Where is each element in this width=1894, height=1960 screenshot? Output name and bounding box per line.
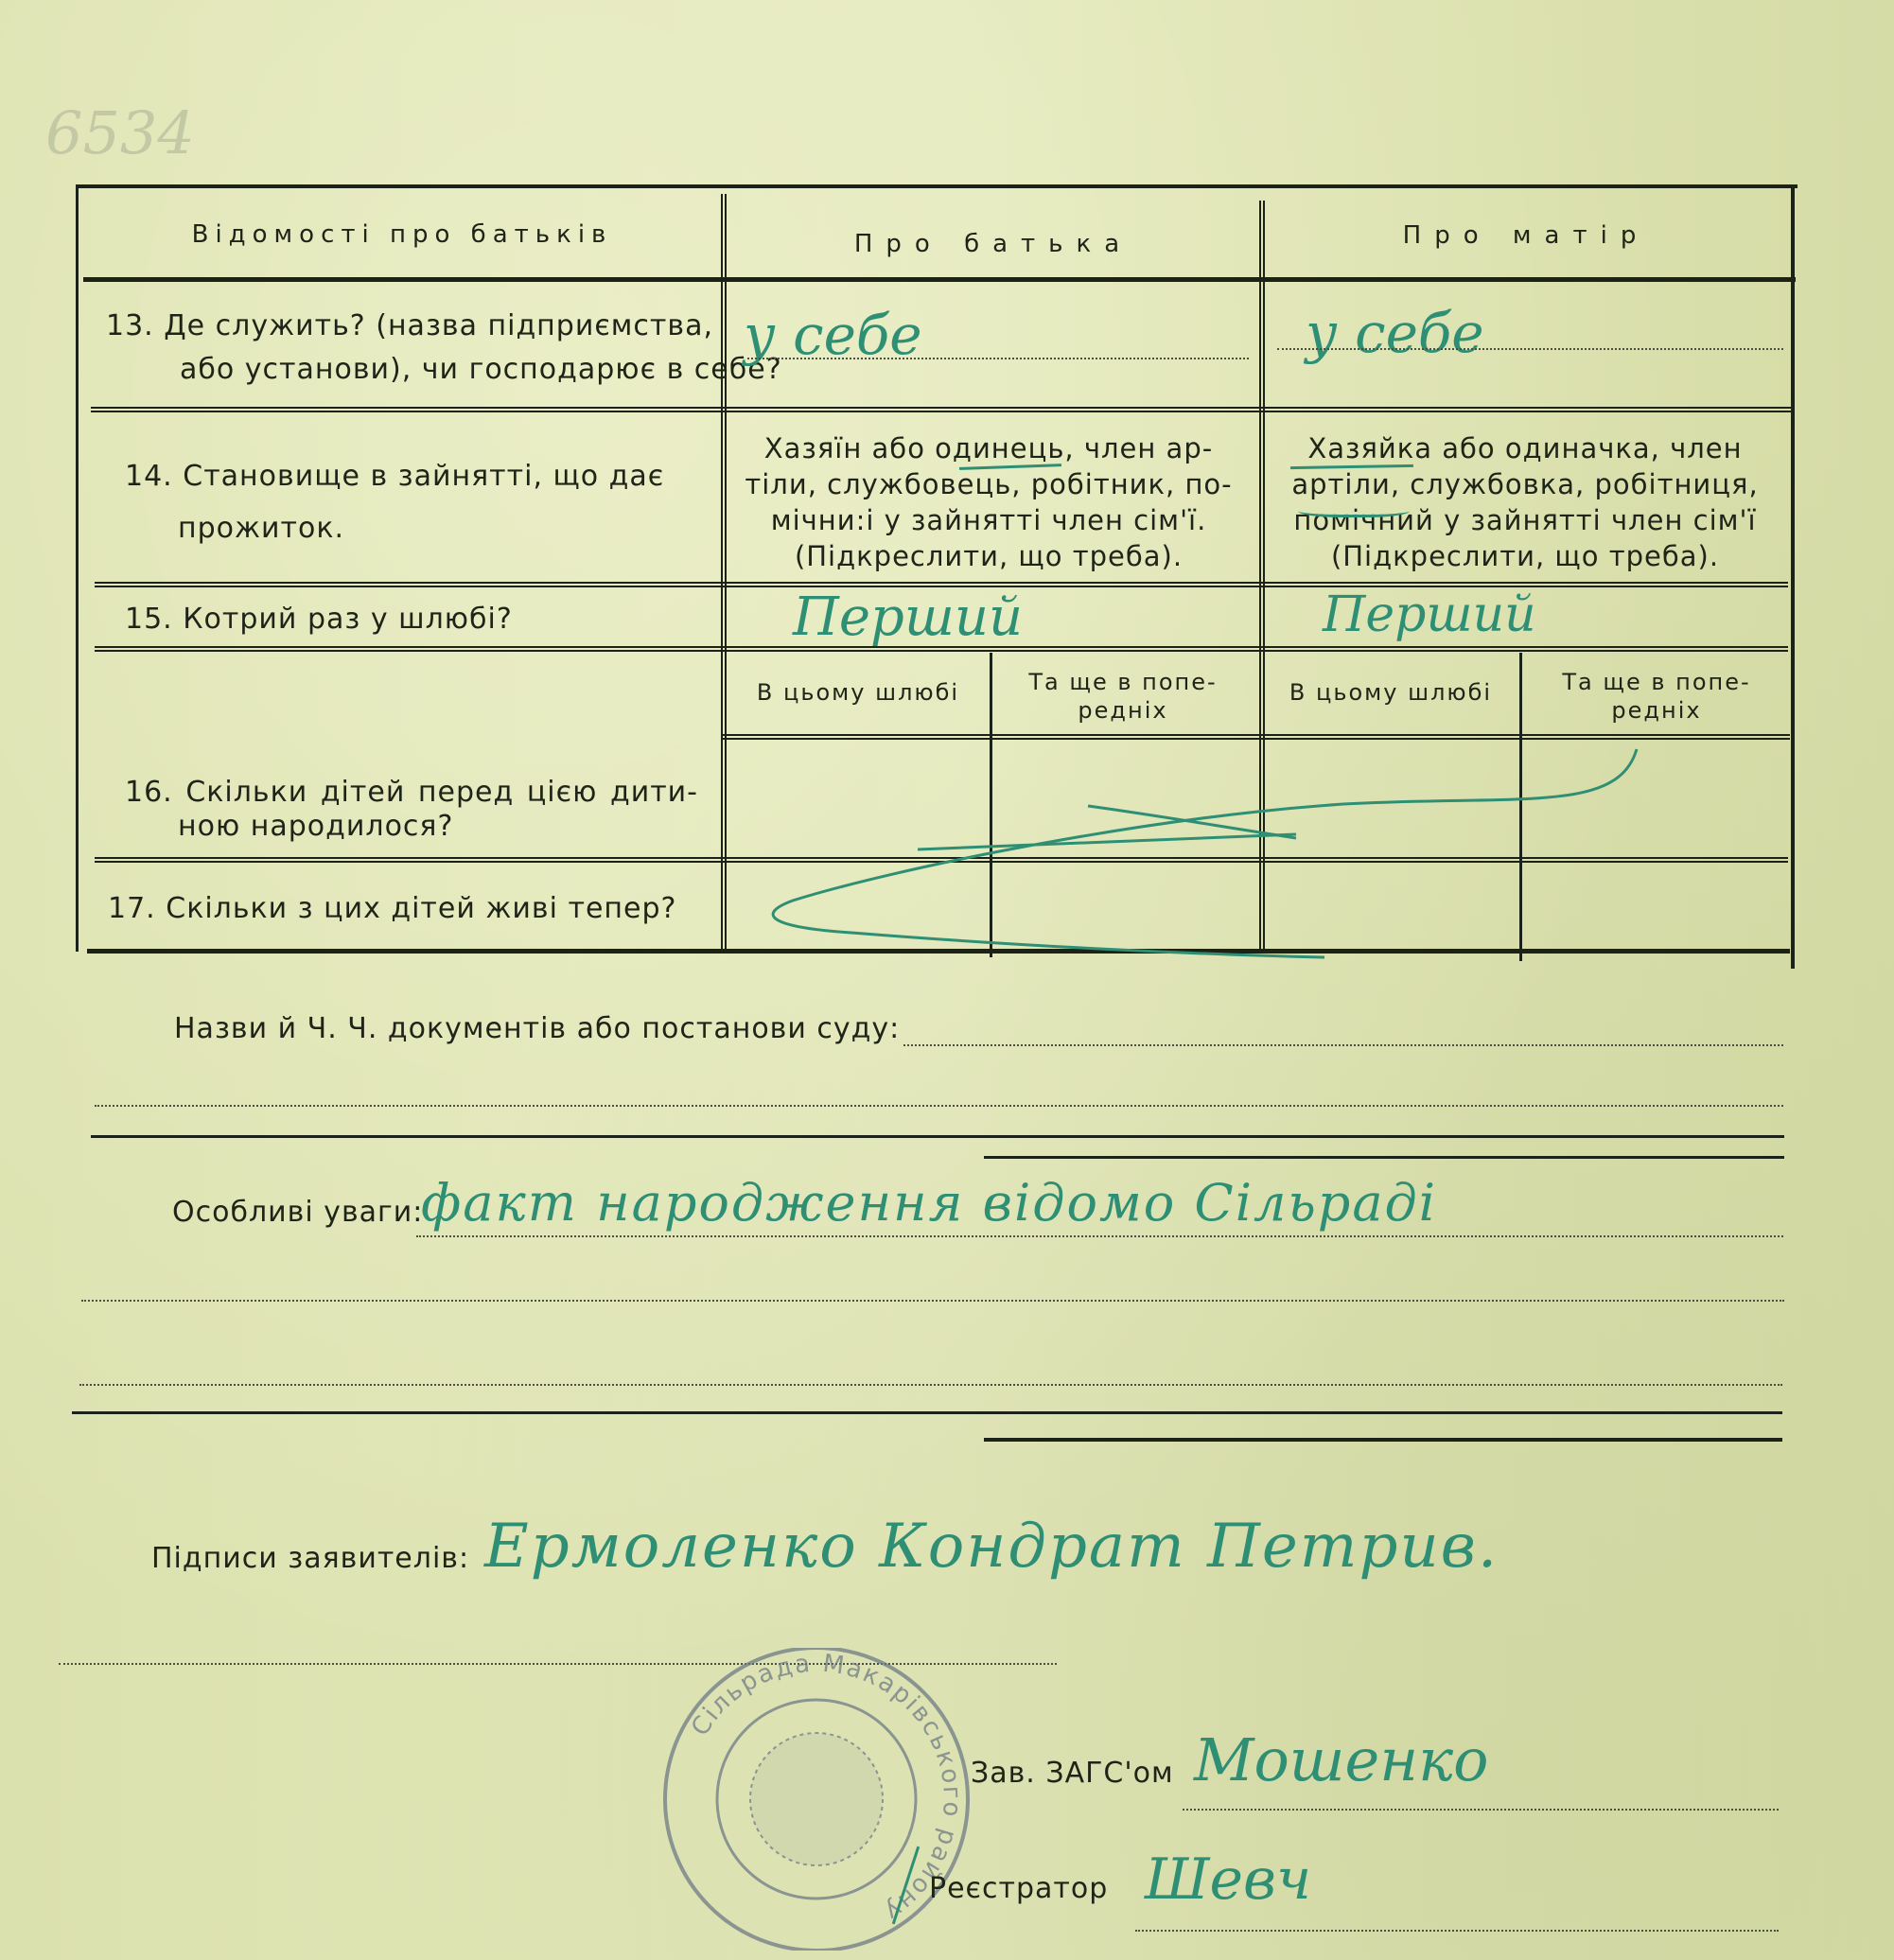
archive-note: 6534: [45, 98, 195, 167]
registrar-label: Реєстратор: [929, 1872, 1109, 1905]
remarks-rule: [72, 1411, 1782, 1414]
row17-label: 17. Скільки з цих дітей живі тепер?: [108, 892, 677, 925]
row16-label-line1: 16. Скільки дітей перед цією дити-: [125, 776, 698, 809]
row16-mother-previous-line2: редніх: [1611, 697, 1702, 724]
remarks-label: Особливі уваги:: [172, 1196, 424, 1229]
header-parents-info: Відомості про батьків: [191, 220, 613, 249]
stamp-seal: [651, 1648, 982, 1951]
row13-father-value: у себе: [744, 303, 922, 367]
row16-label-line2: ною народилося?: [178, 810, 454, 843]
row14-father-line1: Хазяїн або одинець, член ар-: [763, 432, 1214, 464]
signatures-label: Підписи заявителів:: [151, 1542, 470, 1575]
table-rule-top: [76, 184, 1798, 188]
remarks-value: факт народження відомо Сільраді: [421, 1173, 1438, 1233]
row16-father-previous-line2: редніх: [1078, 697, 1168, 724]
row16-father-previous-line1: Та ще в попе-: [1028, 669, 1218, 695]
row14-father-options: [743, 430, 1235, 574]
table-rule-col2: [721, 194, 727, 951]
zags-head-label: Зав. ЗАГС'ом: [971, 1757, 1174, 1790]
row15-mother-value: Перший: [1323, 586, 1536, 643]
row14-label-line2: прожиток.: [178, 512, 345, 545]
documents-dots-1: [903, 1044, 1783, 1046]
table-rule-13: [91, 407, 1794, 412]
row14-mother-line3: помічний у зайнятті член сім'ї: [1293, 504, 1757, 536]
row15-label: 15. Котрий раз у шлюбі?: [125, 603, 513, 636]
table-strike-through-mark: [738, 738, 1665, 965]
row14-father-line3: мічни:і у зайнятті член сім'ї.: [770, 504, 1207, 536]
row16-mother-this-marriage: В цьому шлюбі: [1289, 679, 1493, 706]
header-about-mother: Про матір: [1402, 221, 1650, 250]
remarks-dots-3: [79, 1384, 1782, 1386]
row14-father-line2: тіли, службовець, робітник, по-: [745, 468, 1233, 500]
registrar-dots: [1135, 1930, 1779, 1932]
table-rule-right: [1791, 185, 1795, 969]
documents-dots-2: [95, 1105, 1783, 1107]
signatures-value: Ермоленко Кондрат Петрив.: [484, 1512, 1499, 1582]
zags-head-dots: [1183, 1809, 1779, 1811]
row13-label-line2: або установи), чи господарює в себе?: [180, 353, 782, 386]
row14-mother-line4: (Підкреслити, що треба).: [1330, 540, 1720, 572]
row13-mother-value: у себе: [1306, 301, 1484, 365]
stamp-text: Сільрада Макарівського району: [686, 1649, 967, 1928]
row14-mother-line2: артіли, службовка, робітниця,: [1291, 468, 1759, 500]
documents-rule: [91, 1135, 1784, 1138]
table-rule-header: [83, 277, 1796, 282]
row13-label-line1: 13. Де служить? (назва підприємства,: [106, 309, 714, 342]
row15-father-value: Перший: [793, 586, 1024, 648]
row14-father-line4: (Підкреслити, що треба).: [794, 540, 1184, 572]
row13-mother-dots: [1277, 348, 1783, 350]
row14-mother-line1: Хазяйка або одиначка, член: [1307, 432, 1743, 464]
remarks-dots-2: [81, 1300, 1784, 1302]
village-council-stamp: [651, 1648, 982, 1951]
table-rule-left: [76, 185, 79, 952]
remarks-dots-1: [416, 1235, 1783, 1237]
zags-head-signature: Мошенко: [1194, 1725, 1489, 1794]
row16-mother-previous-line1: Та ще в попе-: [1562, 669, 1751, 695]
row16-mother-previous: [1525, 668, 1788, 725]
row16-father-this-marriage: В цьому шлюбі: [756, 679, 960, 706]
row14-mother-underline-2: [1298, 501, 1410, 517]
remarks-rule-2: [984, 1438, 1782, 1442]
header-about-father: Про батька: [853, 230, 1133, 258]
documents-label: Назви й Ч. Ч. документів або постанови суду:: [174, 1012, 901, 1045]
row14-label-line1: 14. Становище в зайнятті, що дає: [125, 460, 665, 493]
row13-father-dots: [747, 358, 1249, 359]
documents-rule-2: [984, 1156, 1784, 1159]
registrar-signature: Шевч: [1145, 1846, 1312, 1913]
